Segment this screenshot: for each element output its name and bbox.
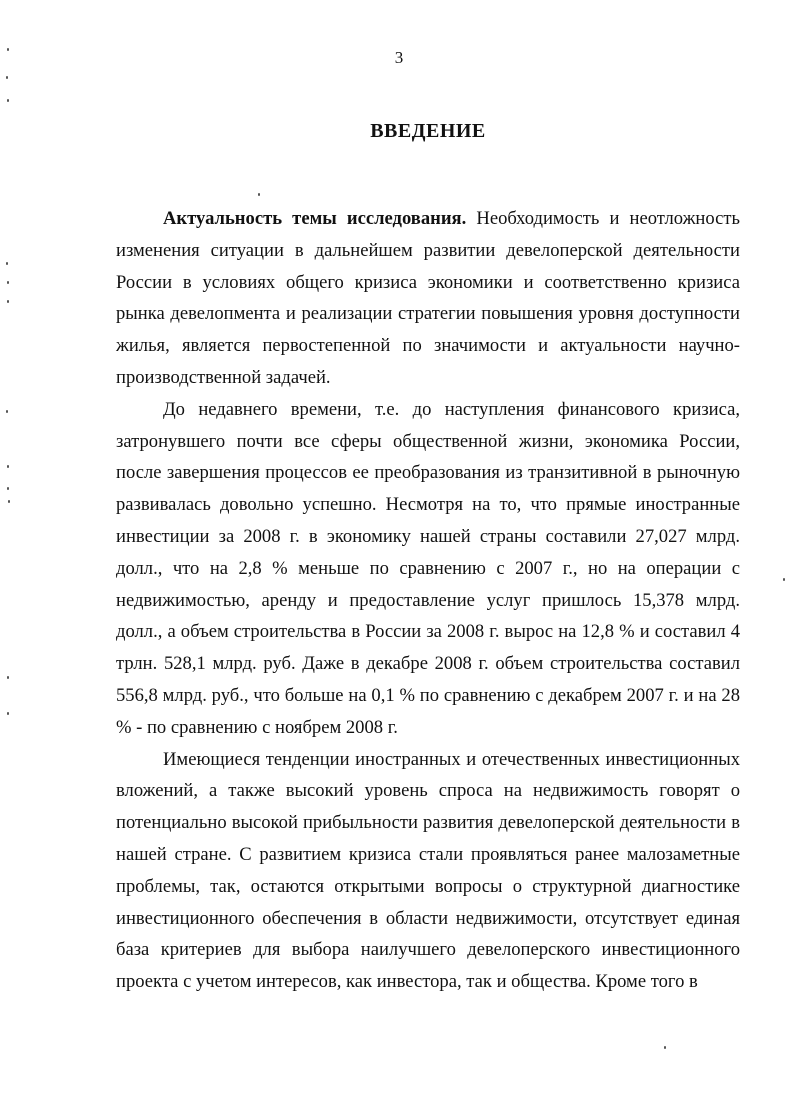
scan-speck [7,281,9,284]
paragraph-trends [116,744,740,998]
scan-speck [783,578,785,581]
body-text [116,203,740,998]
paragraph-text: До недавнего времени, т.е. до наступления финансового кризиса, затронувшего почти все сферы общественной жизни, экономика России, после завершения процессов ее преобразования из транзитивной в рыночную развивалась довольно успешно. Несмотря на то, что прямые иностранные инвестиции за 2008 г. в экономику нашей страны составили 27,027 млрд. долл., что на 2,8 % меньше по сравнению с 2007 г., но на операции с недвижимостью, аренду и предоставление услуг пришлось 15,378 млрд. долл., а объем строительства в России за 2008 г. вырос на 12,8 % и составил 4 трлн. 528,1 млрд. руб. Даже в декабре 2008 г. объем строительства составил 556,8 млрд. руб., что больше на 0,1 % по сравнению с декабрем 2007 г. и на 28 % - по сравнению с ноябрем 2008 г. [116,398,740,738]
scan-speck [8,500,10,503]
scan-speck [7,99,9,102]
scan-speck [6,262,8,265]
paragraph-text: Имеющиеся тенденции иностранных и отечественных инвестиционных вложений, а также высокий уровень спроса на недвижимость говорят о потенциально высокой прибыльности развития девелоперской деятельности в нашей стране. С развитием кризиса стали проявляться ранее малозаметные проблемы, так, остаются открытыми вопросы о структурной диагностике инвестиционного обеспечения в области недвижимости, отсутствует единая база критериев для выбора наилучшего девелоперского инвестиционного проекта с учетом интересов, как инвестора, так и общества. Кроме того в [116,748,740,993]
scan-speck [7,676,9,679]
page-title: ВВЕДЕНИЕ [370,120,486,142]
scan-speck [664,1046,666,1049]
scan-speck [258,193,260,196]
paragraph-lead: Актуальность темы исследования. [163,208,467,229]
paragraph-economy [116,394,740,744]
scan-speck [7,48,9,51]
page-number: 3 [394,48,404,67]
paragraph-text: Необходимость и неотложность изменения ситуации в дальнейшем развитии девелоперской деятельности России в условиях общего кризиса экономики и соответственно кризиса рынка девелопмента и реализации стратегии повышения уровня доступности жилья, является первостепенной по значимости и актуальности научно-производственной задачей. [116,208,740,388]
scan-speck [6,410,8,413]
paragraph-relevance [116,203,740,394]
scan-speck [7,300,9,303]
scan-speck [7,712,9,715]
scan-speck [6,76,8,79]
scan-speck [7,487,9,490]
scan-speck [7,465,9,468]
